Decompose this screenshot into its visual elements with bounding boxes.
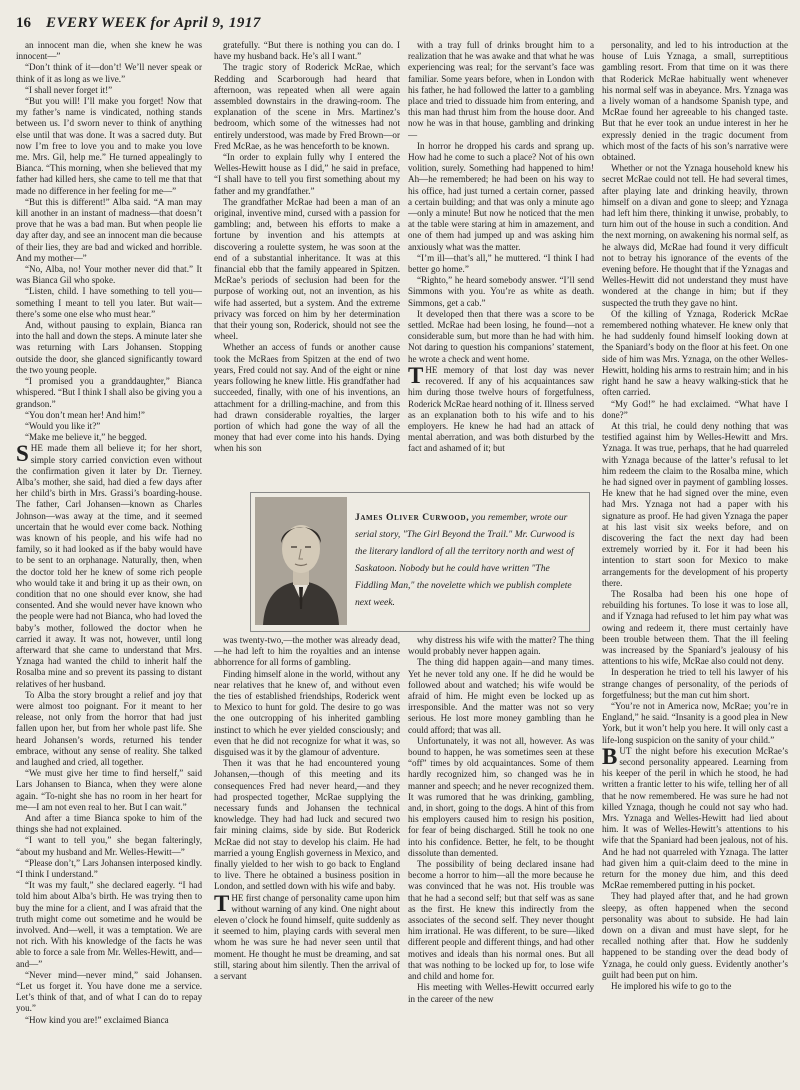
paragraph: And after a time Bianca spoke to him of the things she had not explained. <box>16 813 202 835</box>
paragraph: gratefully. “But there is nothing you can do. I have my husband back. He’s all I want.” <box>214 40 400 62</box>
paragraph: “Please don’t,” Lars Johansen interposed kindly. “I think I understand.” <box>16 857 202 880</box>
running-head <box>46 15 261 32</box>
column-2-bottom <box>214 635 400 1080</box>
paragraph: It developed then that there was a score to be settled. McRae had been losing, he found—not a considerable sum, but more than he had with him. Not daring to question his companions’ statement, he wrote a check and went home. <box>408 308 594 364</box>
paragraph: He implored his wife to go to the <box>611 981 732 992</box>
paragraph: Whether an access of funds or another cause took the McRaes from Spitzen at the end of two years, Fred could not say. And of the eight or nine years following he knew little. His grandfather had succeeded, finally, with one of his inventions, an attachment for a drilling-machine, and from this had drawn considerable royalties, the larger portion of which had gone the way of all the money that had ever come into his hands. Dying when his son <box>214 342 400 454</box>
paragraph: To Alba the story brought a relief and joy that were almost too poignant. For it meant to her release, not only from the horror that had just fallen upon her, but from her whole past life. She heard Johansen’s words, returned his tender embrace, without any sense of reality. She talked and laughed and cried, all together. <box>16 689 202 767</box>
column-3-top <box>408 40 594 485</box>
paragraph: “But you will! I’ll make you forget! Now that my father’s name is vindicated, nothing stands between us. I’d sworn never to think of anything else until that was done. It was a sacred duty. But now I’m free to love you and to make you love me. Mrs. Gil, help me.” He turned appealingly to Bianca. “This morning, when she believed that my father had killed hers, she came to tell me that that made no difference in her feeling for me—” <box>16 96 202 196</box>
paragraph: “How kind you are!” exclaimed Bianca <box>25 1014 169 1025</box>
paragraph: “I’m ill—that’s all,” he muttered. “I think I had better go home.” <box>408 252 594 275</box>
author-photo-box <box>250 492 590 632</box>
paragraph: In horror he dropped his cards and sprang up. How had he come to such a place? Not of his own volition, surely. Something had happened to him! Ah—he remembered; he had been on his way to his office, had just turned a certain corner, passed a certain building; and that was only a minute ago—only a minute! But now he noticed that the men at the table were staring at him in amazement, and one of them had jumped up and was asking him anxiously what was the matter. <box>408 140 594 252</box>
paragraph: SHE made them all believe it; for her short, simple story carried conviction even without the confirmation given it later by Dr. Tierney. Alba’s mother, she said, had died a few days after her child’s birth in Mrs. Grassi’s boarding-house. The father, Carl Johansen—known as Charles Johnson—was away at the time, and it seemed uncertain that he would ever come back. Nothing was known of his people, and his wife had no family, so it had looked as if the baby would have to be sent to an orphanage. Naturally, then, when the doctor told her he knew of some rich people who would take it and bring it up as their own, on condition that no one should ever know, she had consented. And she would never have known who the people were had not Bianca, who had loved the baby’s mother, followed the doctor when he carried it away. It was not, however, until long afterward that she came to understand that Mrs. Yznaga had wanted the child to inherit half the Rosalba mine and so prevent its passing to distant relatives of her husband. <box>16 441 202 689</box>
publication-title: EVERY WEEK <box>46 14 147 31</box>
column-4 <box>602 40 788 1080</box>
column-1 <box>16 40 202 1080</box>
paragraph: The tragic story of Roderick McRae, which Redding and Scarborough had heard that afternoon, was repeated when all were again assembled downstairs in the drawing-room. The explanation of the scene in Mrs. Martinez’s bedroom, which some of the witnesses had not entirely understood, was made by Fred Brown—or Fred McRae, as he was henceforth to be known. <box>214 62 400 151</box>
paragraph: THE memory of that lost day was never recovered. If any of his acquaintances saw him during those twelve hours of forgetfulness, Roderick McRae heard nothing of it. Illness served as an explanation both to his wife and to his employers. He knew he had had an attack of mental aberration, and was both disturbed by the fact and ashamed of it; but <box>408 362 594 454</box>
drop-cap: T <box>408 362 424 388</box>
paragraph: why distress his wife with the matter? The thing would probably never happen again. <box>408 635 594 657</box>
paragraph: The Rosalba had been his one hope of rebuilding his fortunes. To lose it was to lose all, and if Yznaga had refused to let him pay what was owing and redeem it, there must certainly have been trouble between them. That the ill feeling was increased by the Spaniard’s jealousy of his attentions to his wife, McRae also could not deny. <box>602 588 788 667</box>
paragraph: was twenty-two,—the mother was already dead,—he had left to him the royalties and an intense abhorrence for all forms of gambling. <box>214 635 400 668</box>
caption-text: you remember, wrote our serial story, "The Girl Beyond the Trail." Mr. Curwood is the literary landlord of all the territory north and west of Saskatoon. Nobody but he could have written "The Fiddling Man," the novelette which we publish complete next week. <box>355 512 575 608</box>
paragraph: with a tray full of drinks brought him to a realization that he was awake and that what he was experiencing was real; for the servant’s face was familiar. Some years before, when in London with his father, he had followed the latter to a gambling place and tried to dissuade him from entering, and this man had thrust him from the house door. And now he was in that house, gambling and drinking— <box>408 40 594 140</box>
paragraph: Of the killing of Yznaga, Roderick McRae remembered nothing whatever. He knew only that he had suddenly found himself looking down at the Spaniard’s body on the floor at his feet. On one side of him was Mrs. Yznaga, on the other Welles-Hewitt, holding his arms to restrain him; and in his right hand he saw a heavy walking-stick that he often carried. <box>602 308 788 398</box>
paragraph: “We must give her time to find herself,” said Lars Johansen to Bianca, when they were alone again. “To-night she has no room in her heart for me—I am not even real to her. But I can wait.” <box>16 768 202 812</box>
paragraph: “I want to tell you,” she began falteringly, “about my husband and Mr. Welles-Hewitt—” <box>16 835 202 857</box>
paragraph: In desperation he tried to tell his lawyer of his strange changes of personality, of the periods of forgetfulness; but the man cut him short. <box>602 667 788 700</box>
paragraph: “Listen, child. I have something to tell you—something I meant to tell you later. But wait—there’s some one else who must hear.” <box>16 286 202 319</box>
paragraph: “No, Alba, no! Your mother never did that.” It was Bianca Gil who spoke. <box>16 264 202 286</box>
photo-caption <box>355 509 581 611</box>
paragraph: And, without pausing to explain, Bianca ran into the hall and down the steps. A minute later she was returning with Lars Johansen. Stopping outside the door, she glanced significantly toward the two young people. <box>16 320 202 375</box>
paragraph: “It was my fault,” she declared eagerly. “I had told him about Alba’s birth. He was trying then to buy the mine for a client, and I was afraid that the truth might come out sometime and he would be involved. And—well, it was a temptation. We are not rich. With his knowledge of the facts he was able to force a sale from Mr. Welles-Hewitt, and—and—” <box>16 880 202 969</box>
paragraph: “You’re not in America now, McRae; you’re in England,” he said. “Insanity is a good plea in New York, but it won’t help you here. It will only cast a life-long suspicion on the sanity of your child.” <box>602 700 788 745</box>
column-2-top <box>214 40 400 485</box>
paragraph: The thing did happen again—and many times. Yet he never told any one. If he did he would be followed about and watched; his wife would be afraid of him. He might even be locked up as irresponsible. And the matter was not so very serious. He lost more money gambling than he could afford; that was all. <box>408 657 594 735</box>
paragraph: “But this is different!” Alba said. “A man may kill another in an instant of madness—that doesn’t prove that he was a bad man. But when people lie day after day, and see an innocent man die because of their lies, they are bad and wicked and horrible. And my mother—” <box>16 196 202 263</box>
drop-cap: B <box>602 743 618 769</box>
paragraph: an innocent man die, when she knew he was innocent—” <box>16 40 202 62</box>
paragraph: “My God!” he had exclaimed. “What have I done?” <box>602 398 788 420</box>
page-header <box>16 10 784 36</box>
paragraph: “I promised you a granddaughter,” Bianca whispered. “But I think I shall also be giving you a grandson.” <box>16 376 202 409</box>
paragraph: “You don’t mean her! And him!” <box>25 409 145 420</box>
paragraph: Finding himself alone in the world, without any near relatives that he knew of, and without even the ties of established friendships, Roderick went to Mexico to hunt for gold. The desire to go was the one outcropping of his inherited gambling instinct to which he ever yielded consciously; and even that he did not recognize for what it was, so disguised was it by the glamour of adventure. <box>214 668 400 758</box>
paragraph: Unfortunately, it was not all, however. As was bound to happen, he was sometimes seen at these “off” times by old acquaintances. Some of them hardly recognized him, so changed was he in manner and speech; and he never recognized them. It was rumored that he was drinking, gambling, and, in short, going to the dogs. A hint of this from his employers caused him to resign his position, for fear of being discharged. Still he took no one into his confidence. Better, he felt, to be thought dissolute than demented. <box>408 735 594 858</box>
paragraph: “Don’t think of it—don’t! We’ll never speak or think of it as long as we live.” <box>16 62 202 84</box>
drop-cap: T <box>214 890 230 916</box>
paragraph: Then it was that he had encountered young Johansen,—though of this meeting and its consequences Fred had never heard,—and they had prospected together, McRae supplying the necessary funds and Johansen the technical knowledge. They had had luck and secured two fair mining claims, side by side. But Roderick McRae did not stay to develop his claim. He had married a young English governess in Mexico, and finally yielded to her wish to go back to England to live. There he obtained a business position in London, and settled down with his wife and baby. <box>214 758 400 892</box>
paragraph: Whether or not the Yznaga household knew his secret McRae could not tell. He had several times, after playing late and drinking heavily, thrown himself on a divan and gone to sleep; and Yznaga had left him there, thinking it unwise, probably, to turn him out of the house in such a condition. And the next morning, on awakening his normal self, as he always did, McRae had found it very difficult not to betray his ignorance of the events of the evening before. He thought that if the Yznagas and Welles-Hewitt did not understand they must have wondered at the change in him; but if they suspected the truth they gave no hint. <box>602 163 788 308</box>
paragraph: “I shall never forget it!” <box>25 84 113 95</box>
paragraph: BUT the night before his execution McRae’s second personality appeared. Learning from his keeper of the peril in which he stood, he had written a frantic letter to his wife, telling her of all that he now remembered. He was sure he had not killed Yznaga, though he could not say who had. Mrs. Yznaga and Welles-Hewitt had lied about him. It was of Welles-Hewitt’s attentions to his wife that the Spaniard had been jealous, not of his. And he had not quarreled with Yznaga. The latter had given him a quit-claim deed to the mine in return for the money due him, and this deed McRae remembered putting in his pocket. <box>602 743 788 891</box>
portrait-illustration <box>255 497 347 625</box>
column-3-bottom <box>408 635 594 1080</box>
author-portrait <box>255 497 347 625</box>
issue-date: for April 9, 1917 <box>150 14 261 31</box>
caption-name: James Oliver Curwood, <box>355 512 470 523</box>
page-number: 16 <box>16 14 31 31</box>
paragraph: “Would you like it?” <box>25 420 101 431</box>
paragraph: “Never mind—never mind,” said Johansen. “Let us forget it. You have done me a service. Let’s think of that, and of what I can do to repay you.” <box>16 969 202 1014</box>
paragraph: The grandfather McRae had been a man of an original, inventive mind, cursed with a passion for gambling; and, between his efforts to make a fortune by invention and his attempts at discovering a roulette system, he was soon at the end of a substantial inheritance. It was at this financial ebb that the family appeared in Spitzen. McRae’s periods of seclusion had been for the purpose of working out, not an invention, as his wife had asserted, but a system. And the extreme privacy was forced on him by her determination that their young son, Roderick, should not see the wheel. <box>214 196 400 342</box>
paragraph: At this trial, he could deny nothing that was testified against him by Welles-Hewitt and Mrs. Yznaga. It was true, perhaps, that he had quarreled with Yznaga because of the latter’s refusal to let him redeem the claim to the Rosalba mine, which he had signed over in payment of gambling losses. He knew that he had signed over the mine, even had Mrs. Yznaga not had a paper with his signature as proof. He had given Yznaga the paper at his last visit six weeks before, and on discovering the fact the next day had been extremely worried by it. For it had been his intention to start soon for Mexico to make arrangements for the development of his property there. <box>602 420 788 588</box>
paragraph: “Make me believe it,” he begged. <box>25 432 147 443</box>
paragraph: His meeting with Welles-Hewitt occurred early in the career of the new <box>408 982 594 1004</box>
paragraph: “In order to explain fully why I entered the Welles-Hewitt house as I did,” he said in preface, “I shall have to tell you first something about my father and my grandfather.” <box>214 152 400 196</box>
paragraph: They had played after that, and he had grown sleepy, as often happened when the second personality was about to subside. He had lain down on a divan and must have slept, for he recalled nothing after that. How he suddenly happened to be standing over the dead body of Yznaga, he could only guess. Evidently another’s guilt had been put on him. <box>602 891 788 980</box>
paragraph: personality, and led to his introduction at the house of Luis Yznaga, a small, surreptitious gambling resort. From that time on it was there that Roderick McRae habitually went whenever his normal self was in abeyance. Mrs. Yznaga was a lively woman of a handsome Spanish type, and McRae found her agreeable to his changed taste. But that he ever took an undue interest in her he expressly denied in the tragic document from which most of the facts of his son’s narrative were obtained. <box>602 40 788 163</box>
paragraph: “Righto,” he heard somebody answer. “I’ll send Simmons with you. You’re as white as death. Simmons, get a cab.” <box>408 275 594 308</box>
paragraph: THE first change of personality came upon him without warning of any kind. One night about eleven o’clock he found himself, quite suddenly as it seemed to him, playing cards with several men whom he was sure he had never seen until that moment. He thought he must be dreaming, and sat still, staring about him silently. Then the arrival of a servant <box>214 890 400 982</box>
paragraph: The possibility of being declared insane had become a horror to him—all the more because he was convinced that he was not. His trouble was that he had a second self; but that self was as sane as the first. He knew this indirectly from the associates of the second self. They never thought him irrational. He was different, to be sure—liked different people and different things, and had other motives and ideals than his normal ones. But all that was nothing to be locked up for, to lose wife and child and home for. <box>408 859 594 982</box>
drop-cap: S <box>16 441 29 467</box>
